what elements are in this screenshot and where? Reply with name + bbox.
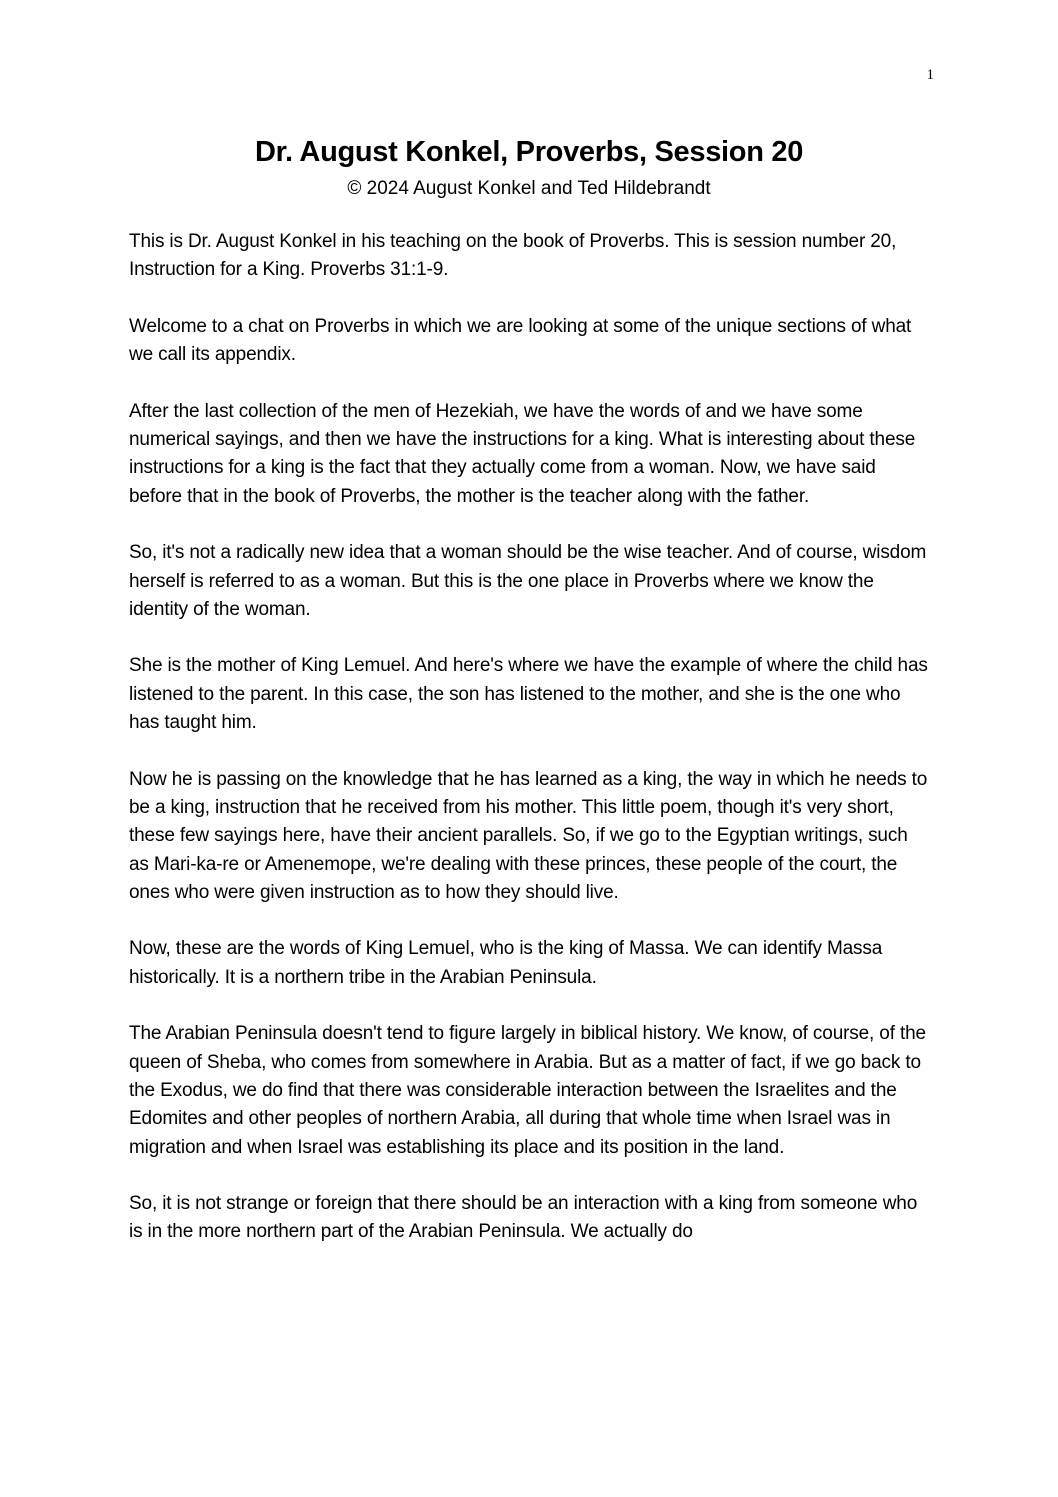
paragraph: So, it's not a radically new idea that a woman should be the wise teacher. And of course, wisdom herself is referred to as a woman. But this is the one place in Proverbs where we know the identity of the woman. xyxy=(129,542,927,620)
document-title: Dr. August Konkel, Proverbs, Session 20 xyxy=(254,136,804,168)
paragraph: The Arabian Peninsula doesn't tend to figure largely in biblical history. We know, of course, of the queen of Sheba, who comes from somewhere in Arabia. But as a matter of fact, if we go back to the Exodus, we do find that there was considerable interaction between the Israelites and the Edomites and other peoples of northern Arabia, all during that whole time when Israel was in migration and when Israel was establishing its place and its position in the land. xyxy=(129,1023,926,1158)
paragraph: This is Dr. August Konkel in his teaching on the book of Proverbs. This is session number 20, Instruction for a King. Proverbs 31:1-9. xyxy=(129,231,897,281)
paragraph: Welcome to a chat on Proverbs in which we are looking at some of the unique sections of what we call its appendix. xyxy=(129,315,912,366)
paragraph: She is the mother of King Lemuel. And here's where we have the example of where the child has listened to the parent. In this case, the son has listened to the mother, and she is the one who has taught him. xyxy=(129,655,928,734)
paragraph: Now he is passing on the knowledge that he has learned as a king, the way in which he needs to be a king, instruction that he received from his mother. This little poem, though it's very short, these few sayings here, have their ancient parallels. So, if we go to the Egyptian writings, such as Mari-ka-re or Amenemope, we're dealing with these princes, these people of the court, the ones who were given instruction as to how they should live. xyxy=(129,768,928,903)
paragraph: So, it is not strange or foreign that there should be an interaction with a king from someone who is in the more northern part of the Arabian Peninsula. We actually do xyxy=(129,1193,918,1243)
copyright-line: © 2024 August Konkel and Ted Hildebrandt xyxy=(347,178,711,199)
document-body xyxy=(129,228,929,1275)
paragraph: After the last collection of the men of Hezekiah, we have the words of and we have some numerical sayings, and then we have the instructions for a king. What is interesting about these instructions for a king is the fact that they actually come from a woman. Now, we have said before that in the book of Proverbs, the mother is the teacher along with the father. xyxy=(129,400,916,507)
paragraph: Now, these are the words of King Lemuel, who is the king of Massa. We can identify Massa historically. It is a northern tribe in the Arabian Peninsula. xyxy=(129,938,883,988)
page-number: 1 xyxy=(926,67,934,83)
